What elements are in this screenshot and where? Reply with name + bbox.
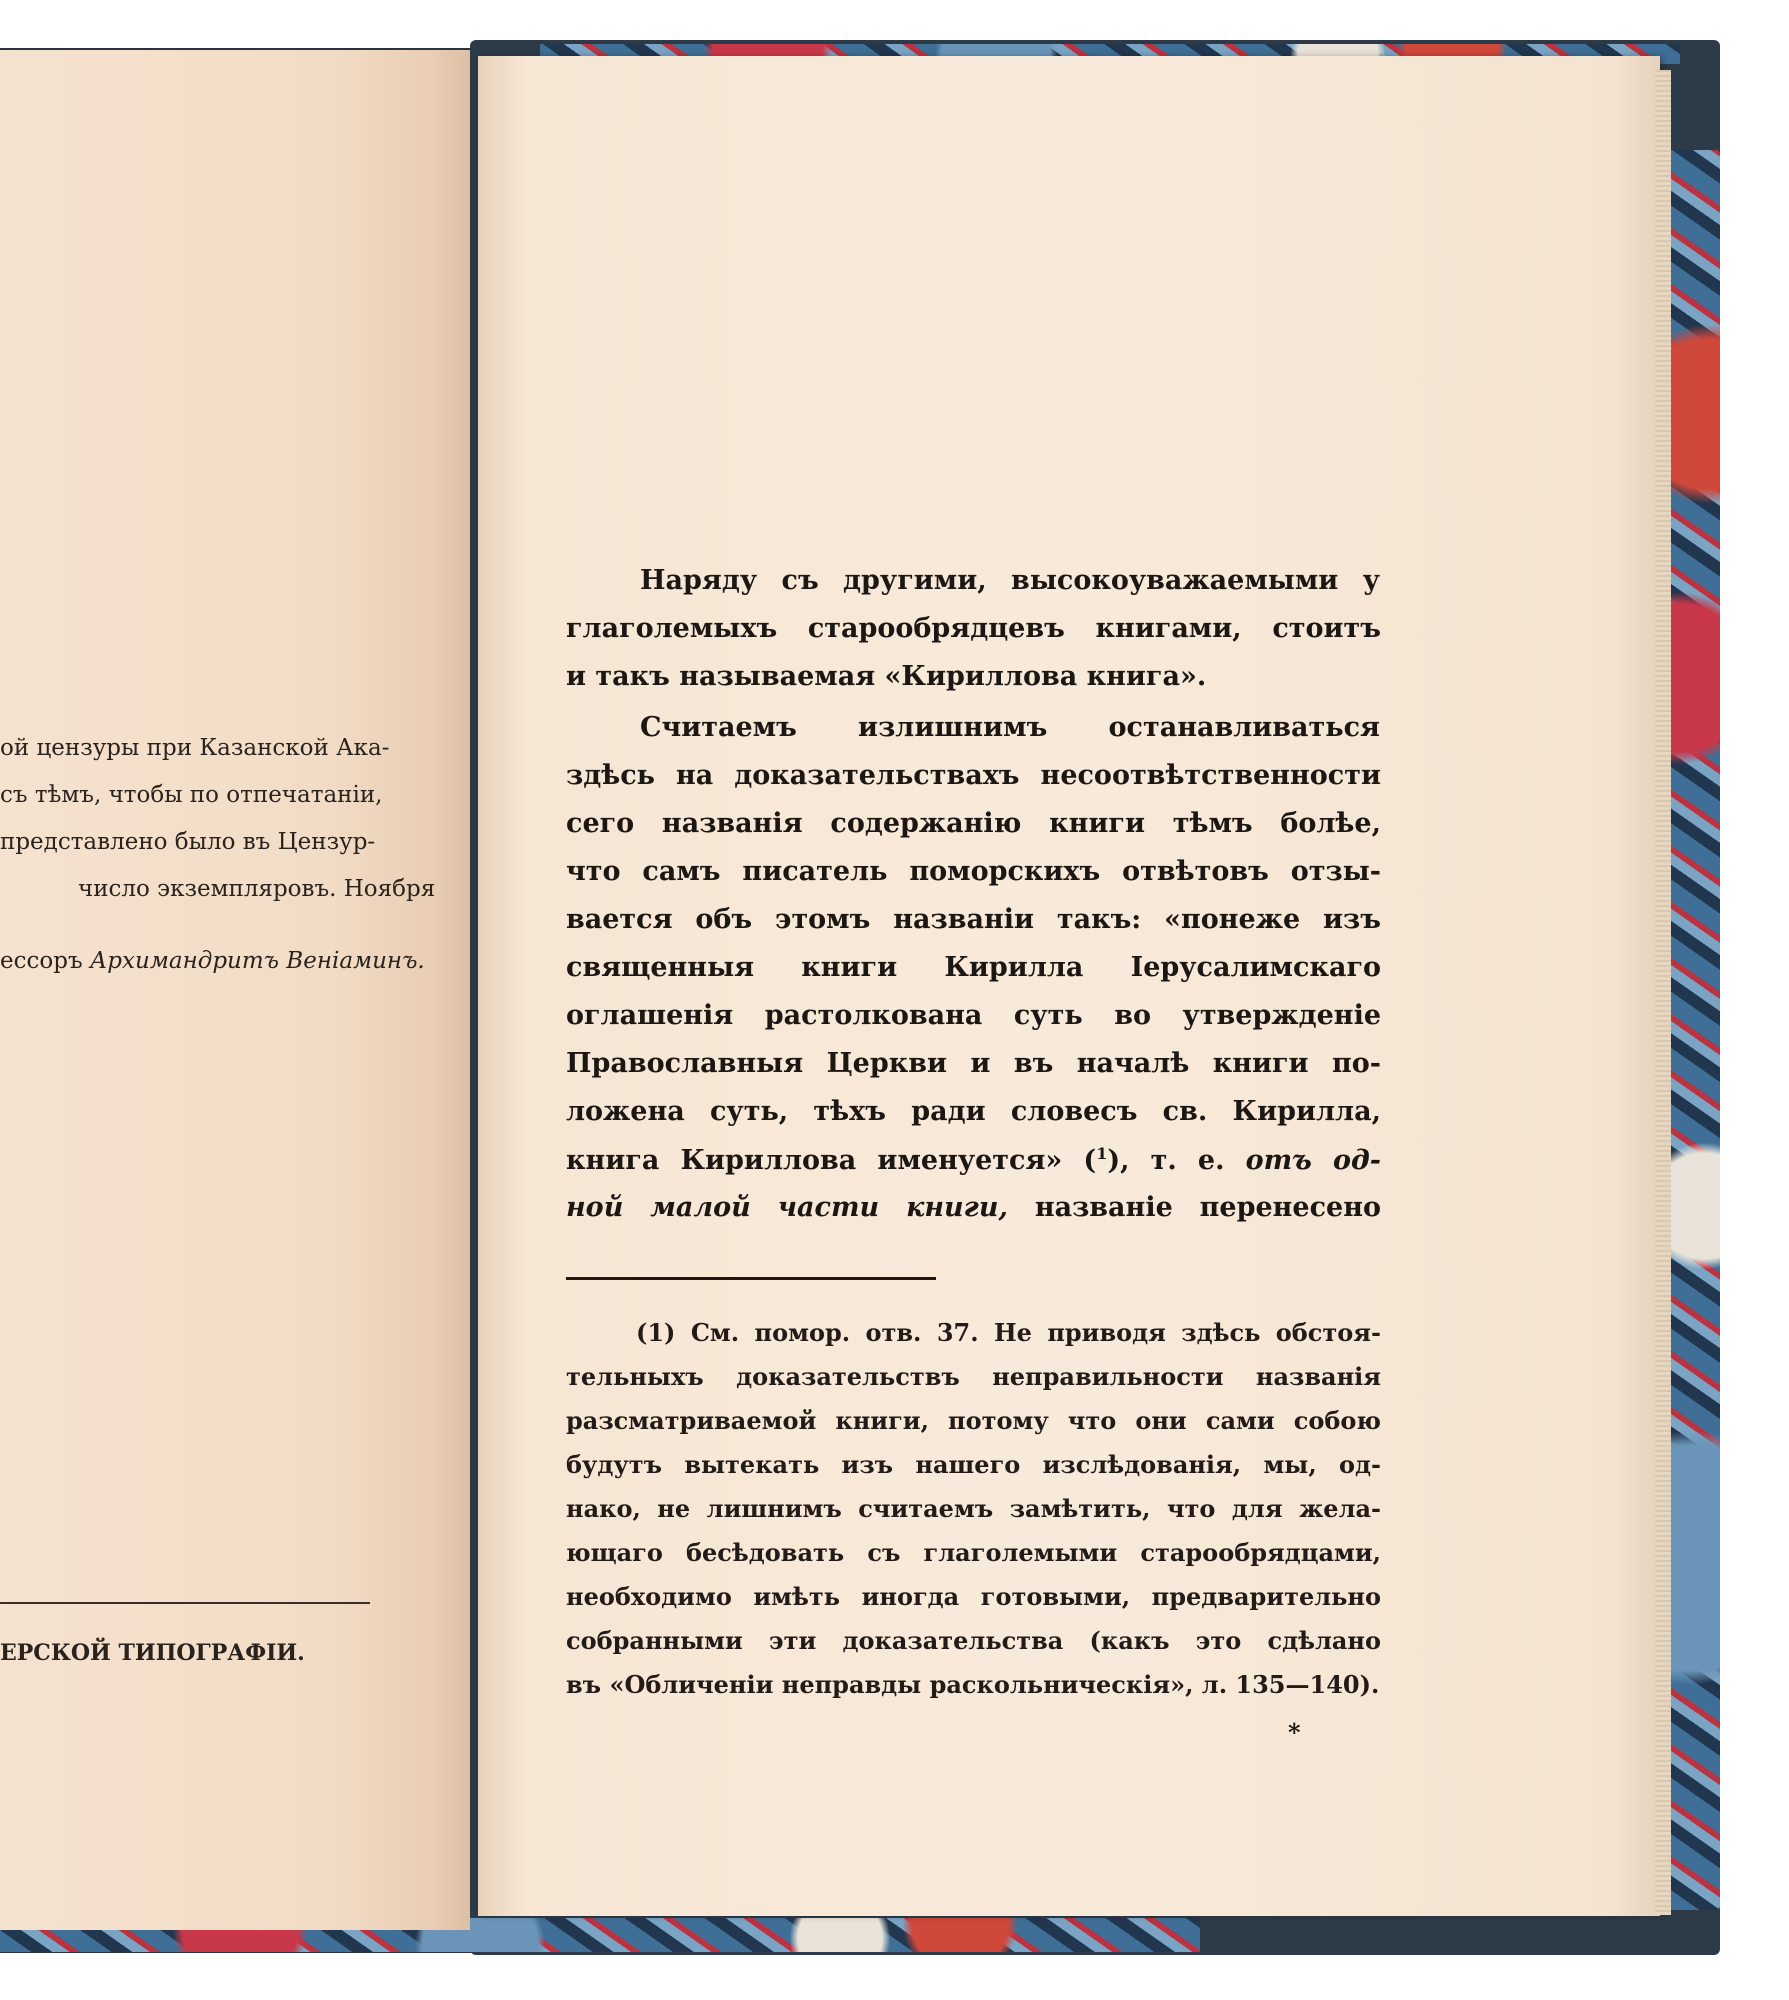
footnote-line: собранными эти доказательства (какъ это сдѣлано (566, 1626, 1381, 1655)
body-line: что самъ писатель поморскихъ отвѣтовъ отзы- (566, 856, 1381, 887)
body-line (566, 1144, 1381, 1176)
left-page-imprint: ЕРСКОЙ ТИПОГРАФІИ. (0, 1640, 305, 1666)
footnote-line: въ «Обличеніи неправды раскольническія», л. 135—140). (566, 1670, 1380, 1699)
left-page-line: ой цензуры при Казанской Ака- (0, 735, 390, 761)
body-line: Считаемъ излишнимъ останавливаться (640, 712, 1380, 743)
body-line (566, 1192, 1381, 1223)
body-line: Наряду съ другими, высокоуважаемыми у (640, 565, 1380, 596)
page-edges (1655, 70, 1671, 1915)
footnote-line: (1) См. помор. отв. 37. Не приводя здѣсь обстоя- (636, 1318, 1381, 1347)
body-line: глаголемыхъ старообрядцевъ книгами, стоитъ (566, 613, 1381, 644)
body-text: названіе перенесено (1034, 1192, 1381, 1223)
left-page-line (0, 948, 425, 974)
body-text: книга Кириллова именуется» ( (566, 1145, 1097, 1176)
footnote-line: тельныхъ доказательствъ неправильности названія (566, 1362, 1381, 1391)
footnote-line: ющаго бесѣдовать съ глаголемыми старообрядцами, (566, 1538, 1381, 1567)
body-line: ложена суть, тѣхъ ради словесъ св. Кирилла, (566, 1096, 1381, 1127)
body-text: ), т. е. (1107, 1145, 1225, 1176)
body-line: Православныя Церкви и въ началѣ книги по- (566, 1048, 1381, 1079)
footnote-line: разсматриваемой книги, потому что они сами собою (566, 1406, 1381, 1435)
marbled-edge-right (1668, 150, 1720, 1910)
body-text-italic: отъ од- (1245, 1145, 1381, 1176)
body-line: и такъ называемая «Кириллова книга». (566, 661, 1207, 692)
body-line: сего названія содержанію книги тѣмъ болѣе, (566, 808, 1381, 839)
body-line: здѣсь на доказательствахъ несоотвѣтственности (566, 760, 1381, 791)
body-line: вается объ этомъ названіи такъ: «понеже изъ (566, 904, 1381, 935)
left-page-signature: Архимандритъ Веніаминъ. (89, 948, 425, 974)
footnote-marker: 1 (1096, 1144, 1108, 1163)
signature-mark: * (1288, 1718, 1301, 1747)
left-page-line: съ тѣмъ, чтобы по отпечатаніи, (0, 782, 383, 808)
left-page-rule (0, 1602, 370, 1604)
footnote-line: будутъ вытекать изъ нашего изслѣдованія, мы, од- (566, 1450, 1381, 1479)
left-page-word: ессоръ (0, 948, 83, 974)
body-line: священныя книги Кирилла Іерусалимскаго (566, 952, 1381, 983)
body-text-italic: ной малой части книги, (566, 1192, 1008, 1223)
left-page-line: представлено было въ Цензур- (0, 829, 376, 855)
left-page-line: число экземпляровъ. Ноября (78, 876, 436, 902)
footnote-rule (566, 1277, 936, 1280)
footnote-line: нако, не лишнимъ считаемъ замѣтить, что для жела- (566, 1494, 1381, 1523)
body-line: оглашенія растолкована суть во утвержденіе (566, 1000, 1381, 1031)
footnote-line: необходимо имѣть иногда готовыми, предварительно (566, 1582, 1381, 1611)
